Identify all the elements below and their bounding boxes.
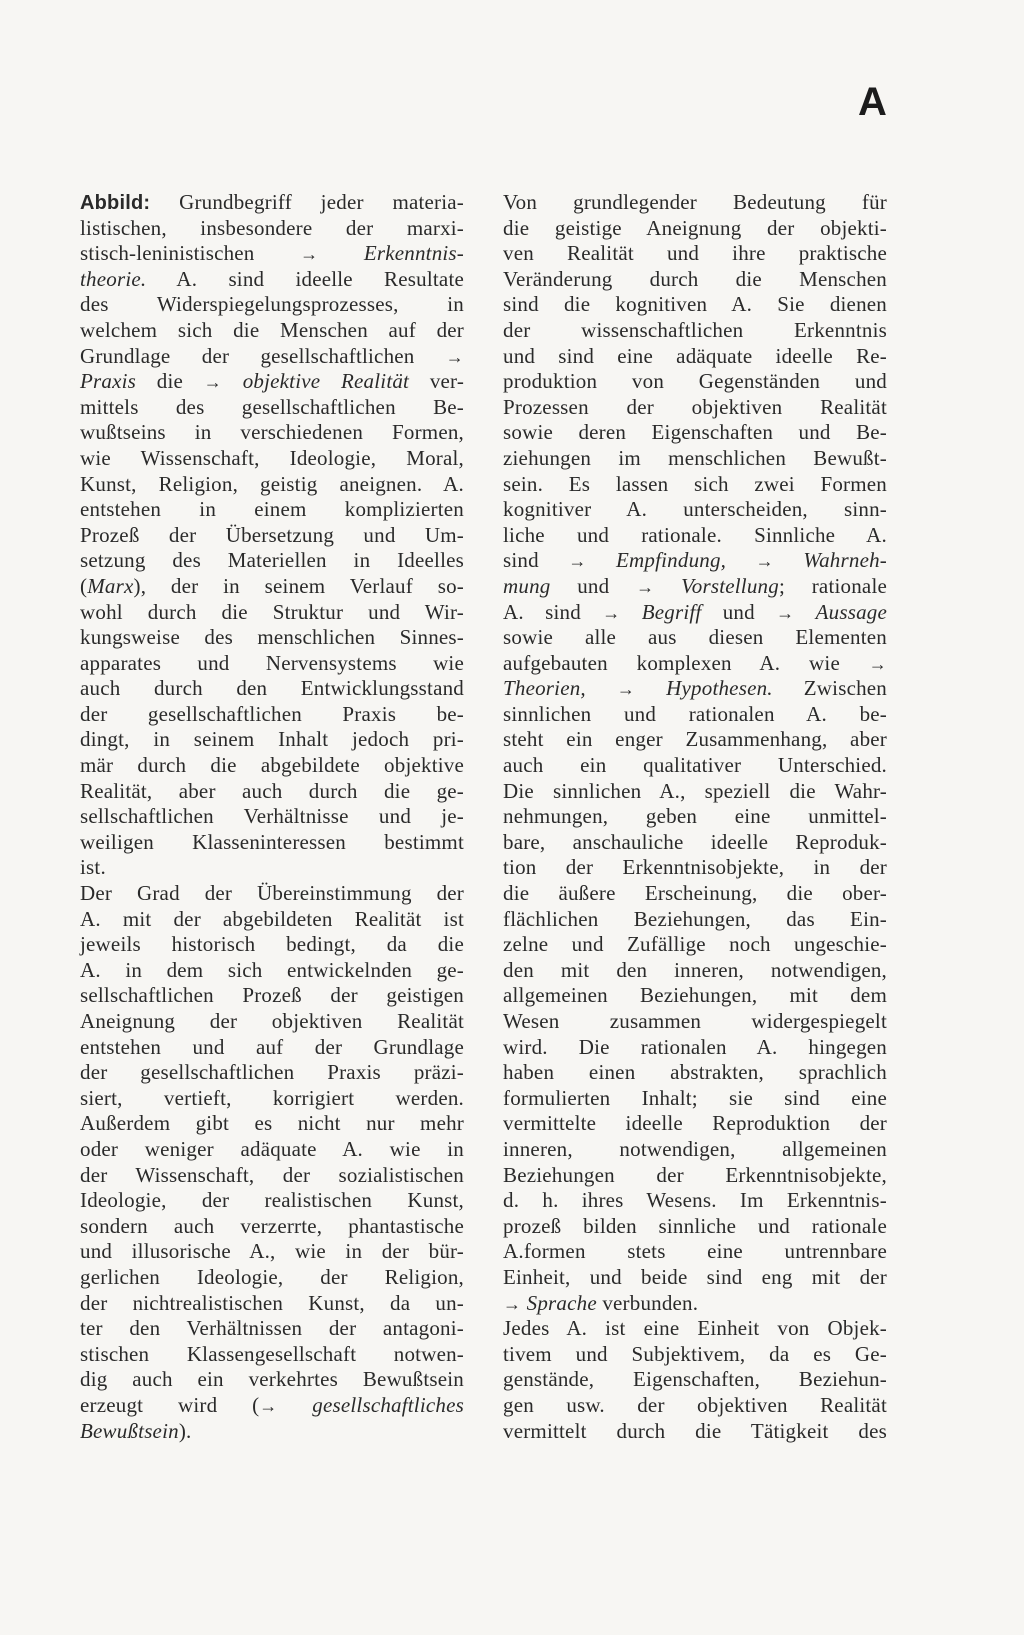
right-text-column — [503, 190, 887, 1444]
text-run: auch ein qualitativer Unterschied. — [503, 753, 887, 778]
text-run: Veränderung durch die Menschen — [503, 266, 887, 291]
text-run: A. sind — [503, 599, 603, 624]
cross-reference-arrow: → — [776, 602, 795, 623]
text-line — [503, 753, 887, 779]
text-run: oder weniger adäquate A. wie in — [80, 1136, 464, 1161]
text-run: verbunden. — [596, 1290, 699, 1315]
text-line — [80, 1163, 464, 1189]
text-run: wird. Die rationalen A. hingegen — [503, 1034, 887, 1059]
text-run: auch durch den Entwicklungsstand — [80, 676, 464, 701]
text-line — [80, 497, 464, 523]
text-line — [503, 1265, 887, 1291]
text-run: gen usw. der objektiven Realität — [503, 1392, 887, 1417]
text-line — [503, 600, 887, 626]
text-run: Der Grad der Übereinstimmung der — [80, 881, 464, 906]
text-line — [80, 1086, 464, 1112]
text-line — [80, 625, 464, 651]
text-line — [80, 1265, 464, 1291]
cross-reference-term: Marx — [87, 573, 134, 598]
text-run: erzeugt wird ( — [80, 1392, 260, 1417]
text-run: ( — [80, 573, 88, 598]
section-letter: A — [858, 80, 887, 124]
text-line — [503, 267, 887, 293]
text-run: mär durch die abgebildete objektive — [80, 753, 464, 778]
text-line — [80, 292, 464, 318]
text-line — [503, 190, 887, 216]
text-run: wie Wissenschaft, Ideologie, Moral, — [80, 445, 464, 470]
text-line — [503, 1342, 887, 1368]
text-line — [503, 727, 887, 753]
cross-reference-arrow: → — [300, 244, 319, 265]
text-line — [503, 779, 887, 805]
text-run — [586, 676, 617, 700]
cross-reference-arrow: → — [868, 653, 887, 674]
text-run: welchem sich die Menschen auf der — [80, 317, 464, 342]
text-run: siert, vertieft, korrigiert werden. — [80, 1085, 464, 1110]
text-line — [503, 1111, 887, 1137]
text-line — [503, 1163, 887, 1189]
text-run: die äußere Erscheinung, die ober- — [503, 881, 887, 906]
text-line — [80, 958, 464, 984]
text-run: ver- — [409, 369, 465, 394]
text-run: ). — [178, 1418, 192, 1443]
cross-reference-arrow: → — [616, 679, 636, 700]
cross-reference-term: Erkenntnis- — [363, 241, 464, 266]
text-line — [80, 1419, 464, 1445]
text-run: ter den Verhältnissen der antagoni- — [80, 1316, 464, 1341]
text-run — [726, 548, 756, 572]
text-line — [503, 1086, 887, 1112]
text-run: Prozeß der Übersetzung und Um- — [80, 522, 464, 547]
text-line — [80, 1239, 464, 1265]
text-line — [503, 1291, 887, 1317]
text-line — [503, 1188, 887, 1214]
text-line — [80, 1035, 464, 1061]
text-run — [620, 600, 641, 624]
text-run: liche und rationale. Sinnliche A. — [503, 522, 887, 547]
cross-reference-arrow: → — [755, 551, 774, 572]
text-line — [503, 216, 887, 242]
text-line — [80, 190, 464, 216]
text-line — [503, 983, 887, 1009]
text-run: Realität, aber auch durch die ge- — [80, 778, 464, 803]
text-line — [80, 1291, 464, 1317]
text-line — [80, 1342, 464, 1368]
cross-reference-term: Sprache — [526, 1290, 597, 1315]
text-line — [503, 420, 887, 446]
text-run: Aneignung der objektiven Realität — [80, 1009, 464, 1033]
text-line — [503, 1393, 887, 1419]
text-run: A.formen stets eine untrennbare — [503, 1239, 887, 1264]
text-run: die — [136, 369, 204, 394]
text-run: entstehen und auf der Grundlage — [80, 1034, 464, 1059]
text-run: haben einen abstrakten, sprachlich — [503, 1060, 887, 1085]
text-line — [503, 523, 887, 549]
text-run: A. sind ideelle Resultate — [146, 266, 464, 291]
text-run: den mit den inneren, notwendigen, — [503, 957, 887, 982]
text-run: dingt, in seinem Inhalt jedoch pri- — [80, 727, 464, 752]
text-run: Ideologie, der realistischen Kunst, — [80, 1188, 464, 1213]
text-line — [503, 241, 887, 267]
text-run: weiligen Klasseninteressen bestimmt — [80, 829, 464, 854]
text-run: wußtseins in verschiedenen Formen, — [80, 420, 464, 445]
text-line — [503, 292, 887, 318]
cross-reference-arrow: → — [503, 1293, 522, 1314]
text-run: Einheit, und beide sind eng mit der — [503, 1264, 887, 1289]
text-run: stischen Klassengesellschaft notwen- — [80, 1341, 464, 1366]
text-run: Grundbegriff jeder materia- — [150, 190, 464, 214]
text-line — [503, 958, 887, 984]
text-run: tivem und Subjektivem, da es Ge- — [503, 1341, 887, 1366]
text-line — [80, 574, 464, 600]
cross-reference-term: Wahrneh- — [803, 548, 887, 573]
text-run: produktion von Gegenständen und — [503, 369, 887, 394]
text-line — [503, 676, 887, 702]
text-run: steht ein enger Zusammenhang, aber — [503, 727, 887, 752]
text-run: wohl durch die Struktur und Wir- — [80, 599, 464, 624]
text-run: ziehungen im menschlichen Bewußt- — [503, 445, 887, 470]
text-line — [80, 369, 464, 395]
text-run: Wesen zusammen widergespiegelt — [503, 1009, 887, 1033]
text-line — [503, 907, 887, 933]
text-run: A. in dem sich entwickelnden ge- — [80, 957, 464, 982]
text-line — [503, 932, 887, 958]
text-line — [503, 318, 887, 344]
text-run: Beziehungen der Erkenntnisobjekte, — [503, 1162, 887, 1187]
text-run: Jedes A. ist eine Einheit von Objek- — [503, 1316, 887, 1341]
text-run: formulierten Inhalt; sie sind eine — [503, 1085, 887, 1110]
cross-reference-term: Aussage — [815, 599, 888, 624]
text-line — [80, 983, 464, 1009]
text-line — [503, 344, 887, 370]
text-run: sind — [503, 548, 569, 573]
cross-reference-arrow: → — [602, 602, 621, 623]
text-run: Grundlage der gesellschaftlichen — [80, 343, 446, 368]
text-run: kognitiver A. unterscheiden, sinn- — [503, 497, 887, 522]
text-line — [80, 1111, 464, 1137]
text-line — [80, 651, 464, 677]
cross-reference-term: gesellschaftliches — [312, 1392, 464, 1417]
text-line — [80, 548, 464, 574]
text-line — [80, 267, 464, 293]
text-run — [774, 548, 804, 572]
text-line — [80, 446, 464, 472]
text-run: kungsweise des menschlichen Sinnes- — [80, 625, 464, 650]
text-run: Von grundlegender Bedeutung für — [503, 190, 887, 214]
cross-reference-arrow: → — [445, 346, 464, 367]
text-line — [80, 907, 464, 933]
text-run: sowie alle aus diesen Elementen — [503, 625, 887, 650]
text-run: tion der Erkenntnisobjekte, in der — [503, 855, 887, 880]
cross-reference-arrow: → — [259, 1395, 278, 1416]
text-run: listischen, insbesondere der marxi- — [80, 215, 464, 240]
text-line — [80, 702, 464, 728]
text-run — [318, 241, 364, 265]
text-line — [503, 497, 887, 523]
text-line — [503, 804, 887, 830]
text-run: Prozessen der objektiven Realität — [503, 394, 887, 419]
text-run: entstehen in einem komplizierten — [80, 497, 464, 522]
text-run: apparates und Nervensystems wie — [80, 650, 464, 675]
text-line — [503, 472, 887, 498]
text-line — [80, 600, 464, 626]
text-run — [654, 574, 681, 598]
cross-reference-arrow: → — [203, 372, 222, 393]
text-line — [80, 1316, 464, 1342]
text-run: d. h. ihres Wesens. Im Erkenntnis- — [503, 1188, 887, 1213]
text-line — [80, 523, 464, 549]
text-line — [80, 216, 464, 242]
text-line — [503, 548, 887, 574]
text-line — [80, 753, 464, 779]
text-line — [80, 804, 464, 830]
cross-reference-term: objektive Realität — [242, 369, 410, 394]
cross-reference-term: Begriff — [641, 599, 702, 624]
text-line — [80, 1137, 464, 1163]
text-line — [80, 932, 464, 958]
text-line — [503, 446, 887, 472]
text-run — [277, 1393, 312, 1417]
text-line — [503, 1316, 887, 1342]
text-run: inneren, notwendigen, allgemeinen — [503, 1136, 887, 1161]
text-run: Die sinnlichen A., speziell die Wahr- — [503, 778, 887, 803]
cross-reference-arrow: → — [636, 576, 655, 597]
text-line — [503, 1214, 887, 1240]
cross-reference-term: Hypothesen. — [666, 676, 773, 701]
text-run: ven Realität und ihre praktische — [503, 241, 887, 266]
text-line — [503, 625, 887, 651]
text-run — [587, 548, 617, 572]
text-line — [503, 1009, 887, 1035]
text-line — [80, 779, 464, 805]
text-run — [222, 369, 243, 393]
text-line — [503, 1137, 887, 1163]
text-run: des Widerspiegelungsprozesses, in — [80, 292, 464, 317]
text-run: jeweils historisch bedingt, da die — [80, 932, 464, 957]
cross-reference-term: Bewußtsein — [80, 1418, 179, 1443]
cross-reference-term: Empfindung, — [616, 548, 727, 573]
text-line — [503, 881, 887, 907]
text-line — [80, 395, 464, 421]
text-run — [635, 676, 666, 700]
text-run: Zwischen — [772, 676, 888, 701]
text-run: ), der in seinem Verlauf so- — [133, 573, 464, 598]
entry-lemma: Abbild: — [80, 192, 151, 214]
text-line — [80, 1009, 464, 1035]
text-run: sellschaftlichen Verhältnisse und je- — [80, 804, 464, 829]
text-line — [503, 830, 887, 856]
text-run: genstände, Eigenschaften, Beziehun- — [503, 1367, 887, 1392]
text-line — [503, 395, 887, 421]
text-line — [80, 1060, 464, 1086]
text-run: stisch-leninistischen — [80, 241, 301, 266]
cross-reference-term: Theorien, — [503, 676, 586, 701]
text-run: Kunst, Religion, geistig aneignen. A. — [80, 471, 464, 496]
text-line — [80, 881, 464, 907]
cross-reference-arrow: → — [568, 551, 587, 572]
text-run: gerlichen Ideologie, der Religion, — [80, 1264, 464, 1289]
text-run: flächlichen Beziehungen, das Ein- — [503, 906, 887, 931]
text-run: setzung des Materiellen in Ideelles — [80, 548, 464, 573]
text-line — [80, 420, 464, 446]
text-run — [794, 600, 815, 624]
left-text-column — [80, 190, 464, 1444]
text-line — [503, 574, 887, 600]
text-run: nehmungen, geben eine unmittel- — [503, 804, 887, 829]
text-line — [503, 651, 887, 677]
text-run: der Wissenschaft, der sozialistischen — [80, 1162, 464, 1187]
text-run: die geistige Aneignung der objekti- — [503, 215, 887, 240]
text-line — [80, 1393, 464, 1419]
text-line — [80, 830, 464, 856]
text-run: sinnlichen und rationalen A. be- — [503, 701, 887, 726]
text-run: prozeß bilden sinnliche und rationale — [503, 1213, 887, 1238]
text-line — [80, 344, 464, 370]
cross-reference-term: mung — [503, 573, 551, 598]
text-run: und sind eine adäquate ideelle Re- — [503, 343, 887, 368]
text-line — [503, 855, 887, 881]
cross-reference-term: Vorstellung — [681, 573, 779, 598]
text-line — [80, 1214, 464, 1240]
text-run: sind die kognitiven A. Sie dienen — [503, 292, 887, 317]
text-line — [80, 855, 464, 881]
text-line — [80, 472, 464, 498]
text-line — [503, 1060, 887, 1086]
text-run: der wissenschaftlichen Erkenntnis — [503, 317, 887, 342]
text-run: allgemeinen Beziehungen, mit dem — [503, 983, 887, 1008]
text-run: ; rationale — [778, 573, 887, 598]
cross-reference-term: Praxis — [80, 369, 137, 394]
text-run: sellschaftlichen Prozeß der geistigen — [80, 983, 464, 1008]
text-run: dig auch ein verkehrtes Bewußtsein — [80, 1367, 464, 1392]
text-line — [80, 241, 464, 267]
text-line — [503, 1239, 887, 1265]
text-run: und — [701, 599, 777, 624]
text-run: sowie deren Eigenschaften und Be- — [503, 420, 887, 445]
text-run: A. mit der abgebildeten Realität ist — [80, 906, 464, 931]
text-run: aufgebauten komplexen A. wie — [503, 650, 869, 675]
text-run: und illusorische A., wie in der bür- — [80, 1239, 464, 1264]
text-line — [80, 1188, 464, 1214]
text-run: vermittelt durch die Tätigkeit des — [503, 1418, 887, 1443]
text-line — [80, 318, 464, 344]
text-line — [503, 1367, 887, 1393]
text-run: ist. — [80, 855, 106, 880]
text-run: sein. Es lassen sich zwei Formen — [503, 471, 887, 496]
text-run: der gesellschaftlichen Praxis be- — [80, 701, 464, 726]
text-run: sondern auch verzerrte, phantastische — [80, 1213, 464, 1238]
text-line — [503, 702, 887, 728]
text-run: zelne und Zufällige noch ungeschie- — [503, 932, 887, 957]
text-run: bare, anschauliche ideelle Reproduk- — [503, 829, 887, 854]
text-run: der gesellschaftlichen Praxis präzi- — [80, 1060, 464, 1085]
cross-reference-term: theorie. — [80, 266, 147, 291]
text-line — [80, 676, 464, 702]
text-line — [80, 727, 464, 753]
text-run: Außerdem gibt es nicht nur mehr — [80, 1111, 464, 1136]
text-line — [80, 1367, 464, 1393]
text-run: mittels des gesellschaftlichen Be- — [80, 394, 464, 419]
text-run: der nichtrealistischen Kunst, da un- — [80, 1290, 464, 1315]
text-line — [503, 369, 887, 395]
text-run: vermittelte ideelle Reproduktion der — [503, 1111, 887, 1136]
text-run: und — [550, 573, 637, 598]
text-line — [503, 1419, 887, 1445]
text-line — [503, 1035, 887, 1061]
